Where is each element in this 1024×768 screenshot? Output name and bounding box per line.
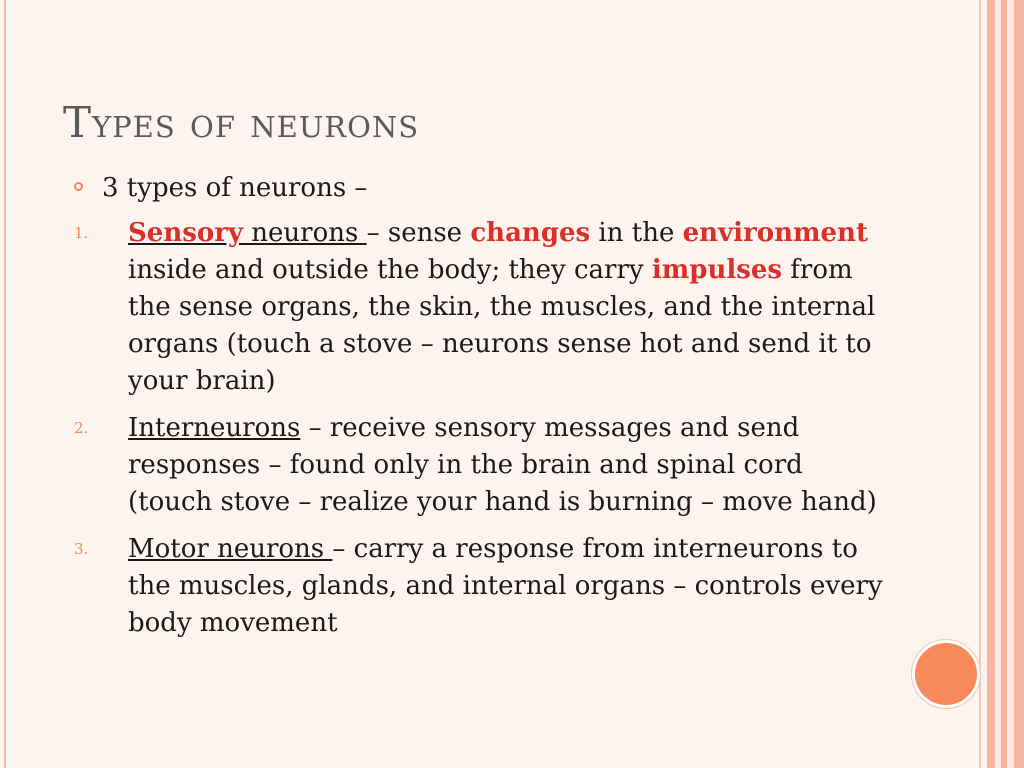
list-item-sensory: 1. Sensory neurons – sense changes in the environment inside and outside the body; they carry impulses from the sense organs, the skin, the muscles, and the internal organs (touch a stove – neurons sense hot and send it to your brain) <box>74 215 894 400</box>
left-border <box>4 0 6 768</box>
decor-stripe <box>1014 0 1024 768</box>
motor-text: – carry a response from interneurons to the muscles, glands, and internal organs – controls every body movement <box>128 534 883 638</box>
decor-stripe <box>979 0 981 768</box>
slide-title: Types of neurons <box>63 98 420 147</box>
item-number: 2. <box>74 419 89 437</box>
item-number: 1. <box>74 224 89 242</box>
decor-stripe <box>987 0 995 768</box>
decor-circle <box>912 640 980 708</box>
list-item-motor <box>74 531 894 642</box>
intro-text: 3 types of neurons – <box>102 173 368 203</box>
sensory-term: Sensory neurons <box>128 218 367 248</box>
item-number: 3. <box>74 540 89 558</box>
decor-stripe-gap <box>1007 0 1014 768</box>
interneurons-text: – receive sensory messages and send responses – found only in the brain and spinal cord (touch stove – realize your hand is burning – move hand) <box>128 413 877 517</box>
motor-term: Motor neurons <box>128 534 333 564</box>
slide-content <box>74 170 894 652</box>
interneurons-term: Interneurons <box>128 413 301 443</box>
intro-bullet <box>74 170 894 207</box>
bullet-ring-icon <box>74 182 83 191</box>
list-item-interneurons <box>74 410 894 521</box>
